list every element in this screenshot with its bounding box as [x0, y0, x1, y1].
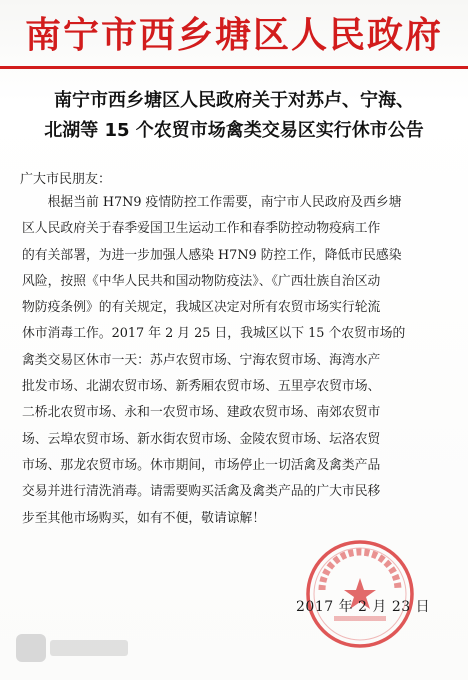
notice-title	[24, 86, 444, 146]
body-line: 风险，按照《中华人民共和国动物防疫法》、《广西壮族自治区动	[22, 273, 381, 289]
body-line: 区人民政府关于春季爱国卫生运动工作和春季防控动物疫病工作	[22, 221, 381, 237]
issue-date: 2017 年 2 月 23 日	[296, 599, 431, 615]
body-line: 场、云埠农贸市场、新水街农贸市场、金陵农贸市场、坛洛农贸	[22, 431, 381, 447]
body-line: 休市消毒工作。2017 年 2 月 25 日，我城区以下 15 个农贸市场的	[22, 326, 406, 342]
body-line: 物防疫条例》的有关规定，我城区决定对所有农贸市场实行轮流	[22, 300, 381, 316]
body-line: 批发市场、北湖农贸市场、新秀厢农贸市场、五里亭农贸市场、	[22, 379, 381, 395]
body-line: 二桥北农贸市场、永和一农贸市场、建政农贸市场、南郊农贸市	[22, 405, 381, 421]
body-line: 的有关部署，为进一步加强人感染 H7N9 防控工作，降低市民感染	[22, 247, 402, 263]
letterhead: 南宁市西乡塘区人民政府	[24, 14, 443, 56]
site-watermark-logo	[14, 628, 134, 668]
body-line: 交易并进行清洗消毒。请需要购买活禽及禽类产品的广大市民移	[22, 484, 381, 500]
official-seal-icon	[304, 538, 416, 650]
notice-body	[22, 190, 446, 532]
body-line: 禽类交易区休市一天：苏卢农贸市场、宁海农贸市场、海湾水产	[22, 352, 381, 368]
title-line-2: 北湖等 15 个农贸市场禽类交易区实行休市公告	[44, 120, 424, 141]
letterhead-red-rule	[0, 66, 468, 69]
body-line: 市场、那龙农贸市场。休市期间，市场停止一切活禽及禽类产品	[22, 457, 381, 473]
salutation: 广大市民朋友：	[20, 172, 112, 187]
title-line-1: 南宁市西乡塘区人民政府关于对苏卢、宁海、	[54, 90, 414, 111]
body-line: 步至其他市场购买，如有不便，敬请谅解！	[22, 510, 266, 526]
body-line: 根据当前 H7N9 疫情防控工作需要，南宁市人民政府及西乡塘	[47, 195, 402, 210]
